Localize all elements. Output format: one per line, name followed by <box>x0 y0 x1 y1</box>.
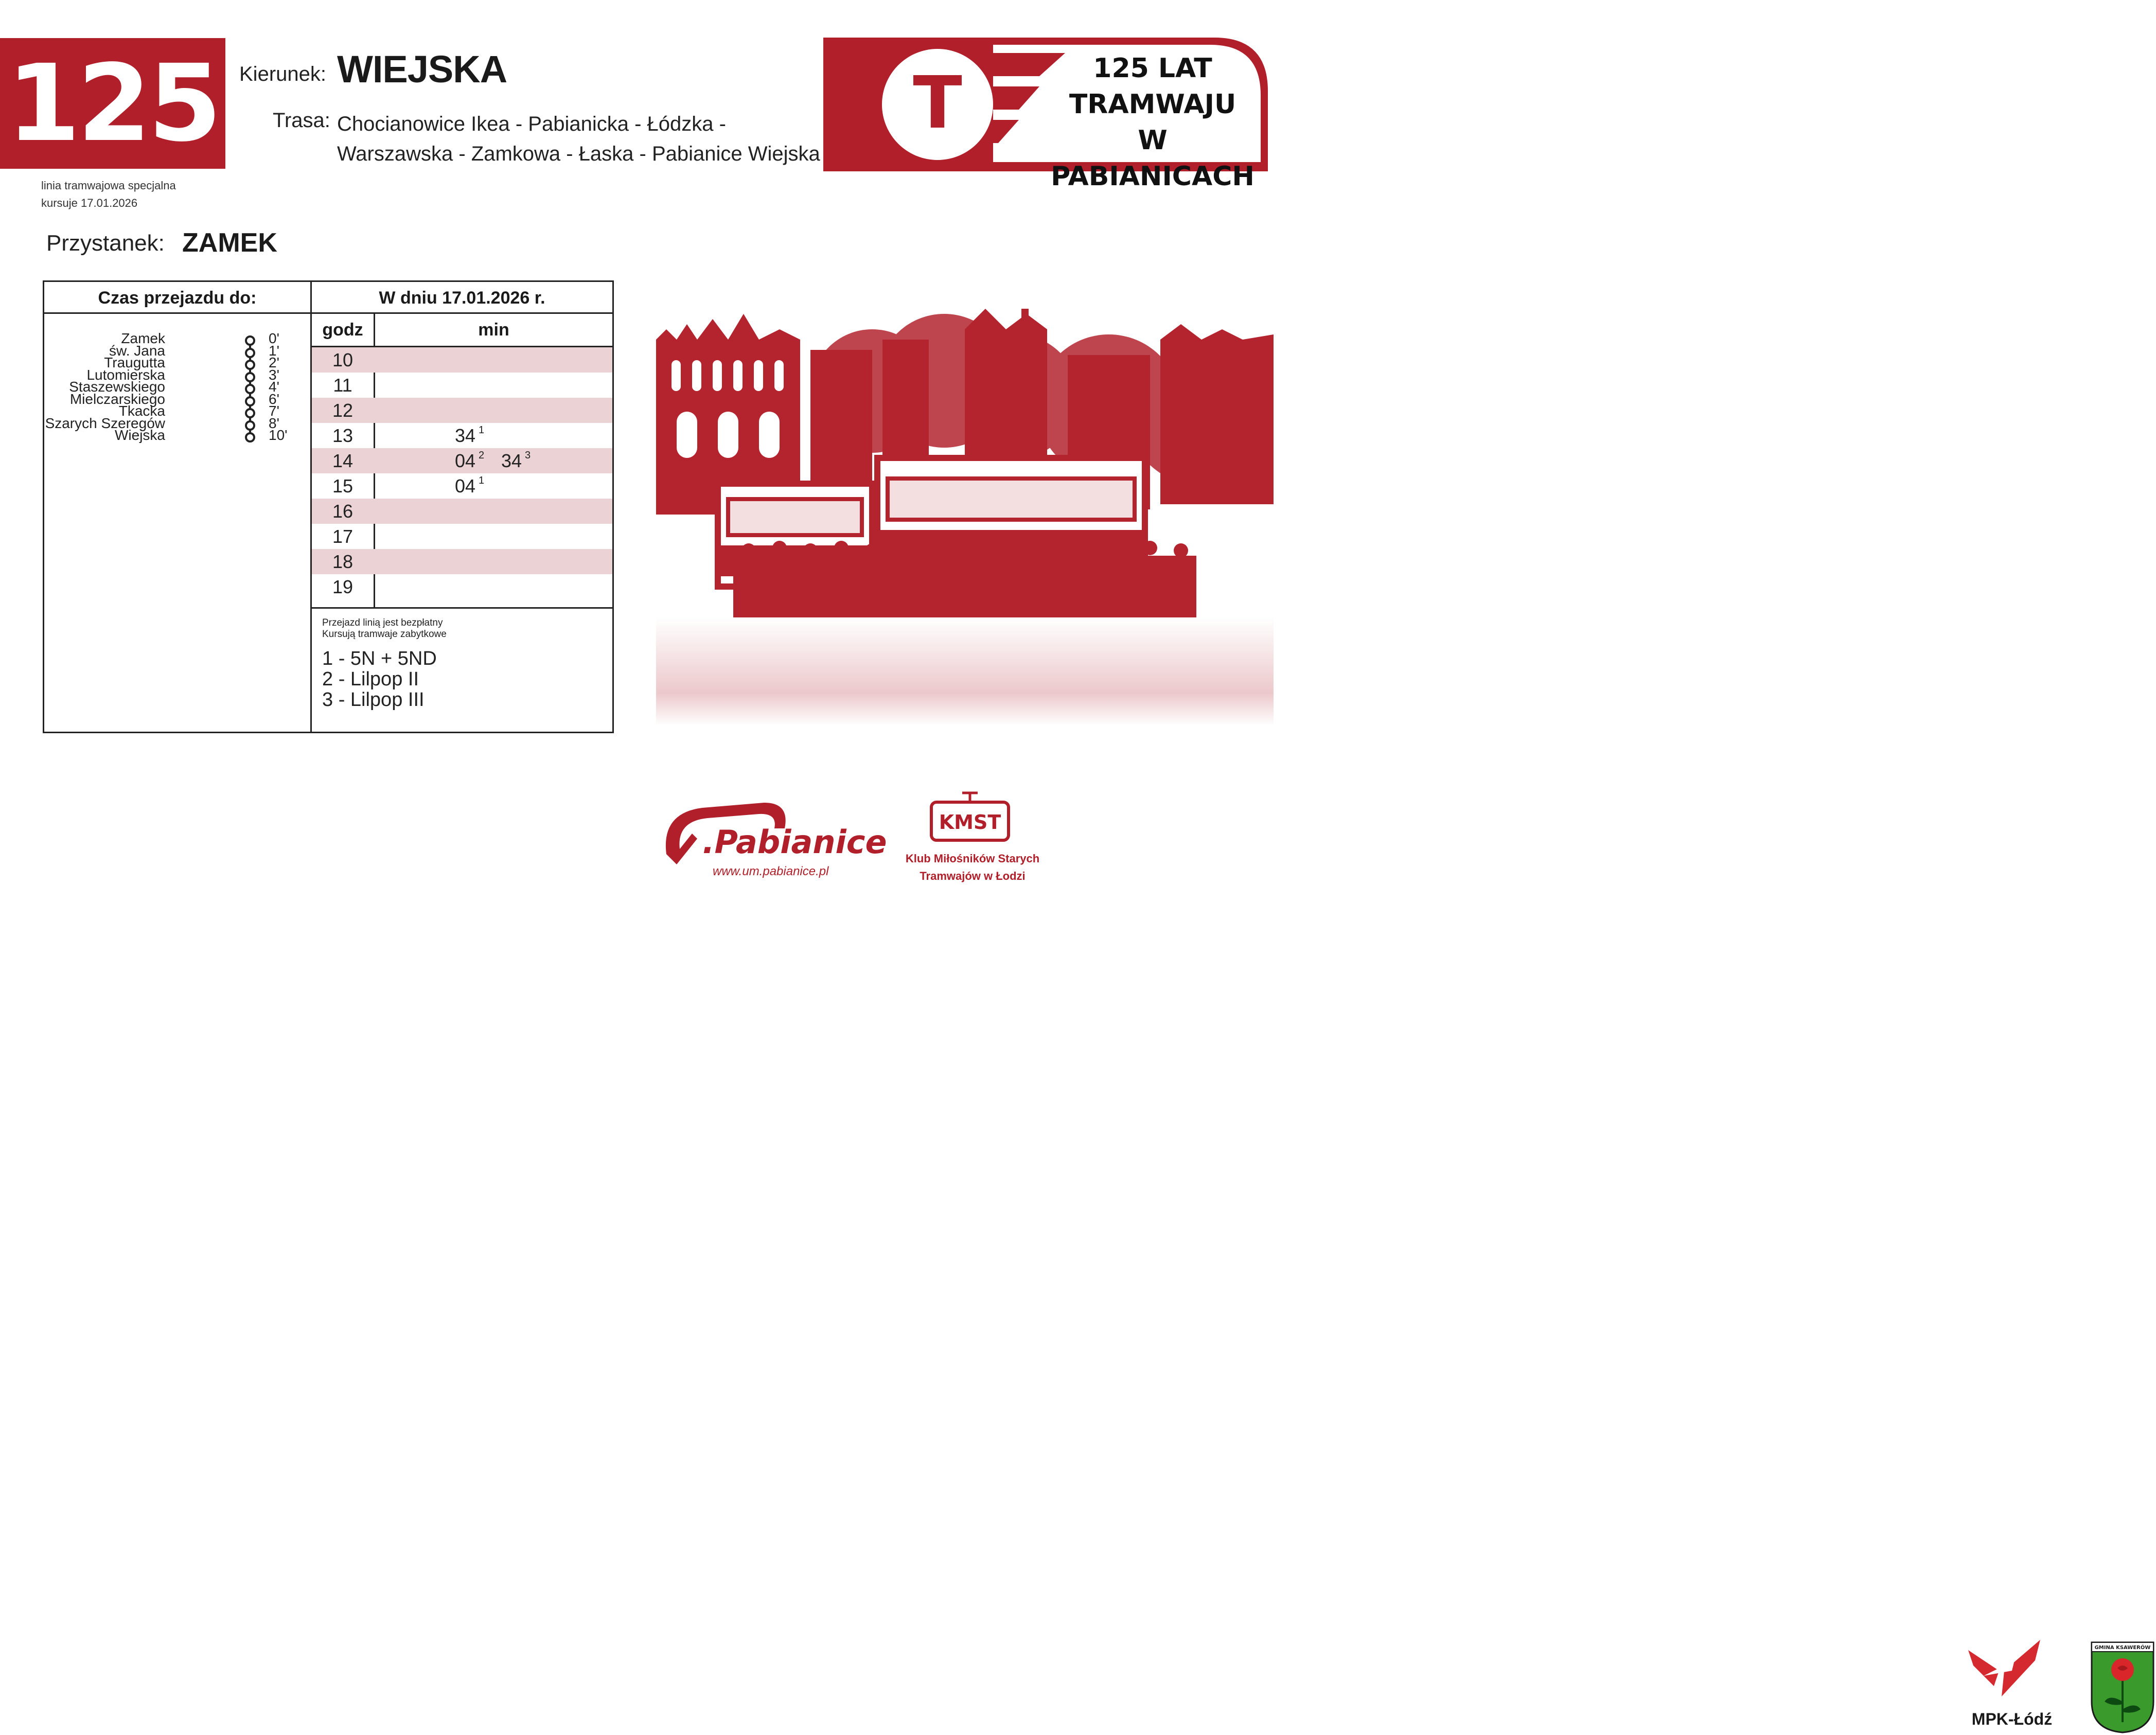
stop-travel-time: 8' <box>269 415 279 431</box>
stop-name: Lutomierska <box>86 366 165 383</box>
banner-title <box>1032 50 1273 194</box>
notes-divider <box>312 607 612 609</box>
stop-marker-icon <box>245 335 255 346</box>
minute-value: 04 <box>455 475 476 497</box>
vehicle-mark: 3 <box>525 450 531 461</box>
hour-value: 18 <box>332 551 354 572</box>
route-line-1: Chocianowice Ikea - Pabianicka - Łódzka - <box>337 113 726 135</box>
stop-travel-time: 2' <box>269 355 279 370</box>
kmst-name-line-1: Klub Miłośników Starych <box>905 852 1040 865</box>
timetable-notes <box>322 617 447 640</box>
legend-item: 2 - Lilpop II <box>322 668 419 690</box>
hour-row <box>312 423 612 448</box>
stop-name: św. Jana <box>109 342 165 359</box>
stop-marker-icon <box>245 360 255 370</box>
line-number-block <box>0 38 225 169</box>
stop-travel-time: 10' <box>269 427 288 443</box>
note-free-ride: Przejazd linią jest bezpłatny <box>322 617 443 628</box>
hour-row <box>312 448 612 473</box>
stop-name: Mielczarskiego <box>69 391 165 407</box>
pabianice-wordmark: .Pabianice <box>702 823 887 861</box>
line-note <box>41 177 176 212</box>
stop-name: Szarych Szeregów <box>45 415 165 431</box>
mpk-wing-left <box>1968 1650 1999 1686</box>
date-header: W dniu 17.01.2026 r. <box>379 288 545 308</box>
vehicle-legend <box>322 648 437 710</box>
hour-column-header: godz <box>322 320 363 340</box>
hour-value: 11 <box>333 374 352 396</box>
hour-value: 10 <box>332 349 354 370</box>
line-number: 125 <box>6 42 219 165</box>
stop-travel-time: 4' <box>269 379 279 395</box>
vehicle-mark: 2 <box>479 450 485 461</box>
hour-value: 16 <box>332 500 354 522</box>
stop-label: Przystanek: <box>46 231 165 256</box>
hour-row <box>312 524 612 549</box>
direction-label: Kierunek: <box>239 63 326 85</box>
stop-name: Traugutta <box>104 355 165 370</box>
kmst-letters: KMST <box>939 811 1001 834</box>
hour-row <box>312 373 612 398</box>
hour-value: 19 <box>332 576 354 597</box>
hour-row <box>312 473 612 499</box>
line-note-type: linia tramwajowa specjalna <box>41 179 176 192</box>
stop-marker-icon <box>245 408 255 418</box>
legend-item: 1 - 5N + 5ND <box>322 648 437 669</box>
mpk-name: MPK-Łódź <box>1971 1710 2053 1728</box>
timetable <box>43 280 614 733</box>
vehicle-mark: 1 <box>479 424 485 436</box>
stop-marker-icon <box>245 432 255 442</box>
kmst-name <box>895 850 2151 1728</box>
banner-line-3: W PABIANICACH <box>1051 125 1254 192</box>
departure-minute <box>501 448 531 473</box>
minute-value: 04 <box>455 450 476 471</box>
hour-value: 17 <box>332 525 354 547</box>
kmst-name-line-2: Tramwajów w Łodzi <box>920 870 1026 882</box>
direction-value: WIEJSKA <box>337 48 507 91</box>
stop-travel-time: 1' <box>269 342 279 359</box>
route-label: Trasa: <box>273 109 330 132</box>
stop-name: Wiejska <box>114 427 165 443</box>
stop-travel-time: 6' <box>269 391 279 407</box>
banner-line-2: TRAMWAJU <box>1069 89 1236 120</box>
banner-line-1: 125 LAT <box>1093 53 1212 84</box>
stop-travel-time: 0' <box>269 330 279 346</box>
mpk-logo <box>1963 1640 2045 1707</box>
departure-minute <box>455 423 484 448</box>
pabianice-url: www.um.pabianice.pl <box>713 864 829 878</box>
hour-row <box>312 574 612 599</box>
stop-travel-time: 7' <box>269 403 279 419</box>
hour-row <box>312 549 612 574</box>
gmina-name: GMINA KSAWERÓW <box>2094 1645 2151 1651</box>
minute-value: 34 <box>455 424 476 446</box>
line-note-date: kursuje 17.01.2026 <box>41 197 138 209</box>
route-text <box>337 109 820 169</box>
stop-marker-icon <box>245 420 255 431</box>
stop-travel-time: 3' <box>269 366 279 383</box>
route-line-2: Warszawska - Zamkowa - Łaska - Pabianice Wiejska <box>337 143 820 165</box>
stop-marker-icon <box>245 384 255 394</box>
hour-row <box>312 499 612 524</box>
minute-column-header: min <box>478 320 509 340</box>
stop-marker-icon <box>245 396 255 406</box>
stop-name: Zamek <box>121 330 165 346</box>
stop-name: Tkacka <box>118 403 165 419</box>
street-ground <box>656 617 1274 725</box>
hour-value: 12 <box>332 399 354 421</box>
hour-value: 14 <box>332 450 354 471</box>
note-historic-trams: Kursują tramwaje zabytkowe <box>322 629 447 640</box>
legend-item: 3 - Lilpop III <box>322 689 425 711</box>
kmst-logo <box>926 790 1014 846</box>
tram-logo-letter: T <box>913 61 962 145</box>
travel-time-header: Czas przejazdu do: <box>98 288 257 308</box>
hour-value: 15 <box>332 475 354 497</box>
hour-row <box>312 347 612 373</box>
stop-value: ZAMEK <box>182 228 277 258</box>
stop-list <box>44 332 310 497</box>
vehicle-mark: 1 <box>479 475 485 486</box>
stop-marker-icon <box>245 372 255 382</box>
hour-value: 13 <box>332 424 354 446</box>
departure-minute <box>455 473 484 499</box>
departure-minute <box>455 448 484 473</box>
stop-name: Staszewskiego <box>69 379 165 395</box>
ksawerow-coat-of-arms <box>2089 1640 2156 1735</box>
hour-row <box>312 398 612 423</box>
stop-marker-icon <box>245 348 255 358</box>
kmst-pantograph <box>962 793 978 801</box>
historic-tram-photo <box>656 309 1274 725</box>
minute-value: 34 <box>501 450 522 471</box>
